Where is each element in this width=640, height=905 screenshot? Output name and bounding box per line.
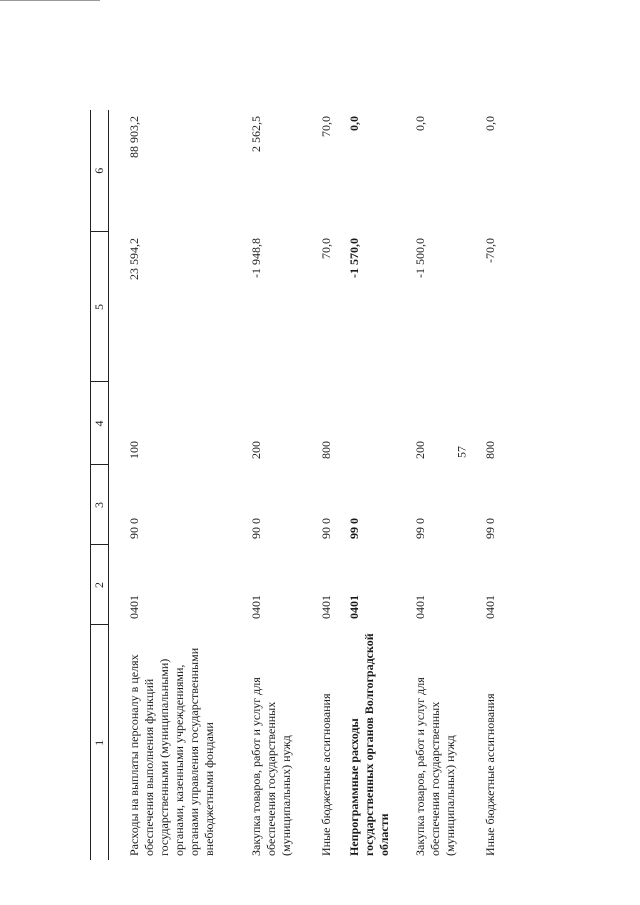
row-expense-type: 200 xyxy=(248,441,263,459)
row-change-amount: -1 948,8 xyxy=(248,238,263,278)
row-target-code: 99 0 xyxy=(482,518,497,539)
header-col-6: 6 xyxy=(91,110,109,232)
row-target-code: 90 0 xyxy=(248,518,263,539)
row-expense-type xyxy=(339,382,405,465)
row-section-code: 0401 xyxy=(412,595,427,619)
row-section-code: 0401 xyxy=(346,595,361,619)
row-expense-type: 800 xyxy=(318,441,333,459)
row-section-code: 0401 xyxy=(248,595,263,619)
header-col-3: 3 xyxy=(91,465,109,545)
row-total-amount: 0,0 xyxy=(482,116,497,131)
rotated-table-frame xyxy=(90,110,525,860)
header-col-2: 2 xyxy=(91,545,109,625)
row-expense-type: 800 xyxy=(482,441,497,459)
row-name: Закупка товаров, работ и услуг для обеспечения государственных (муниципальных) нужд xyxy=(412,677,457,856)
table-header-row xyxy=(91,110,109,860)
page-number: 57 xyxy=(454,446,469,458)
row-total-amount: 88 903,2 xyxy=(127,116,141,158)
table-row xyxy=(241,110,311,860)
table-row xyxy=(475,110,505,860)
header-col-4: 4 xyxy=(91,382,109,465)
row-total-amount: 0,0 xyxy=(346,116,361,131)
row-expense-type: 100 xyxy=(127,441,141,459)
row-name: Закупка товаров, работ и услуг для обеспечения государственных (муниципальных) нужд xyxy=(248,677,293,856)
row-change-amount: 23 594,2 xyxy=(127,238,141,280)
row-total-amount: 2 562,5 xyxy=(248,116,263,152)
row-name: Непрограммные расходы государственных органов Волгоградской области xyxy=(346,633,391,856)
table-row xyxy=(311,110,339,860)
row-change-amount: -1 570,0 xyxy=(346,238,361,278)
table-row xyxy=(109,110,241,860)
row-target-code: 99 0 xyxy=(346,518,361,539)
scan-edge-line xyxy=(0,0,100,1)
header-col-5: 5 xyxy=(91,232,109,382)
row-change-amount: 70,0 xyxy=(318,238,333,259)
row-name: Расходы на выплаты персоналу в целях обеспечения выполнения функций государственными (муниципальными) органами, казенными учреждениями, органами управления государственными внебюджетными фондами xyxy=(127,647,216,856)
row-section-code: 0401 xyxy=(318,595,333,619)
row-target-code: 90 0 xyxy=(127,518,141,539)
row-name: Иные бюджетные ассигнования xyxy=(482,693,497,856)
row-name: Иные бюджетные ассигнования xyxy=(318,693,333,856)
row-change-amount: -1 500,0 xyxy=(412,238,427,278)
table-row xyxy=(405,110,475,860)
row-target-code: 99 0 xyxy=(412,518,427,539)
row-section-code: 0401 xyxy=(127,595,141,619)
table-row xyxy=(339,110,405,860)
row-expense-type: 200 xyxy=(412,441,427,459)
row-total-amount: 70,0 xyxy=(318,116,333,137)
row-total-amount: 0,0 xyxy=(412,116,427,131)
row-change-amount: -70,0 xyxy=(482,238,497,263)
header-col-1: 1 xyxy=(91,625,109,860)
row-section-code: 0401 xyxy=(482,595,497,619)
budget-table xyxy=(90,110,505,860)
row-target-code: 90 0 xyxy=(318,518,333,539)
